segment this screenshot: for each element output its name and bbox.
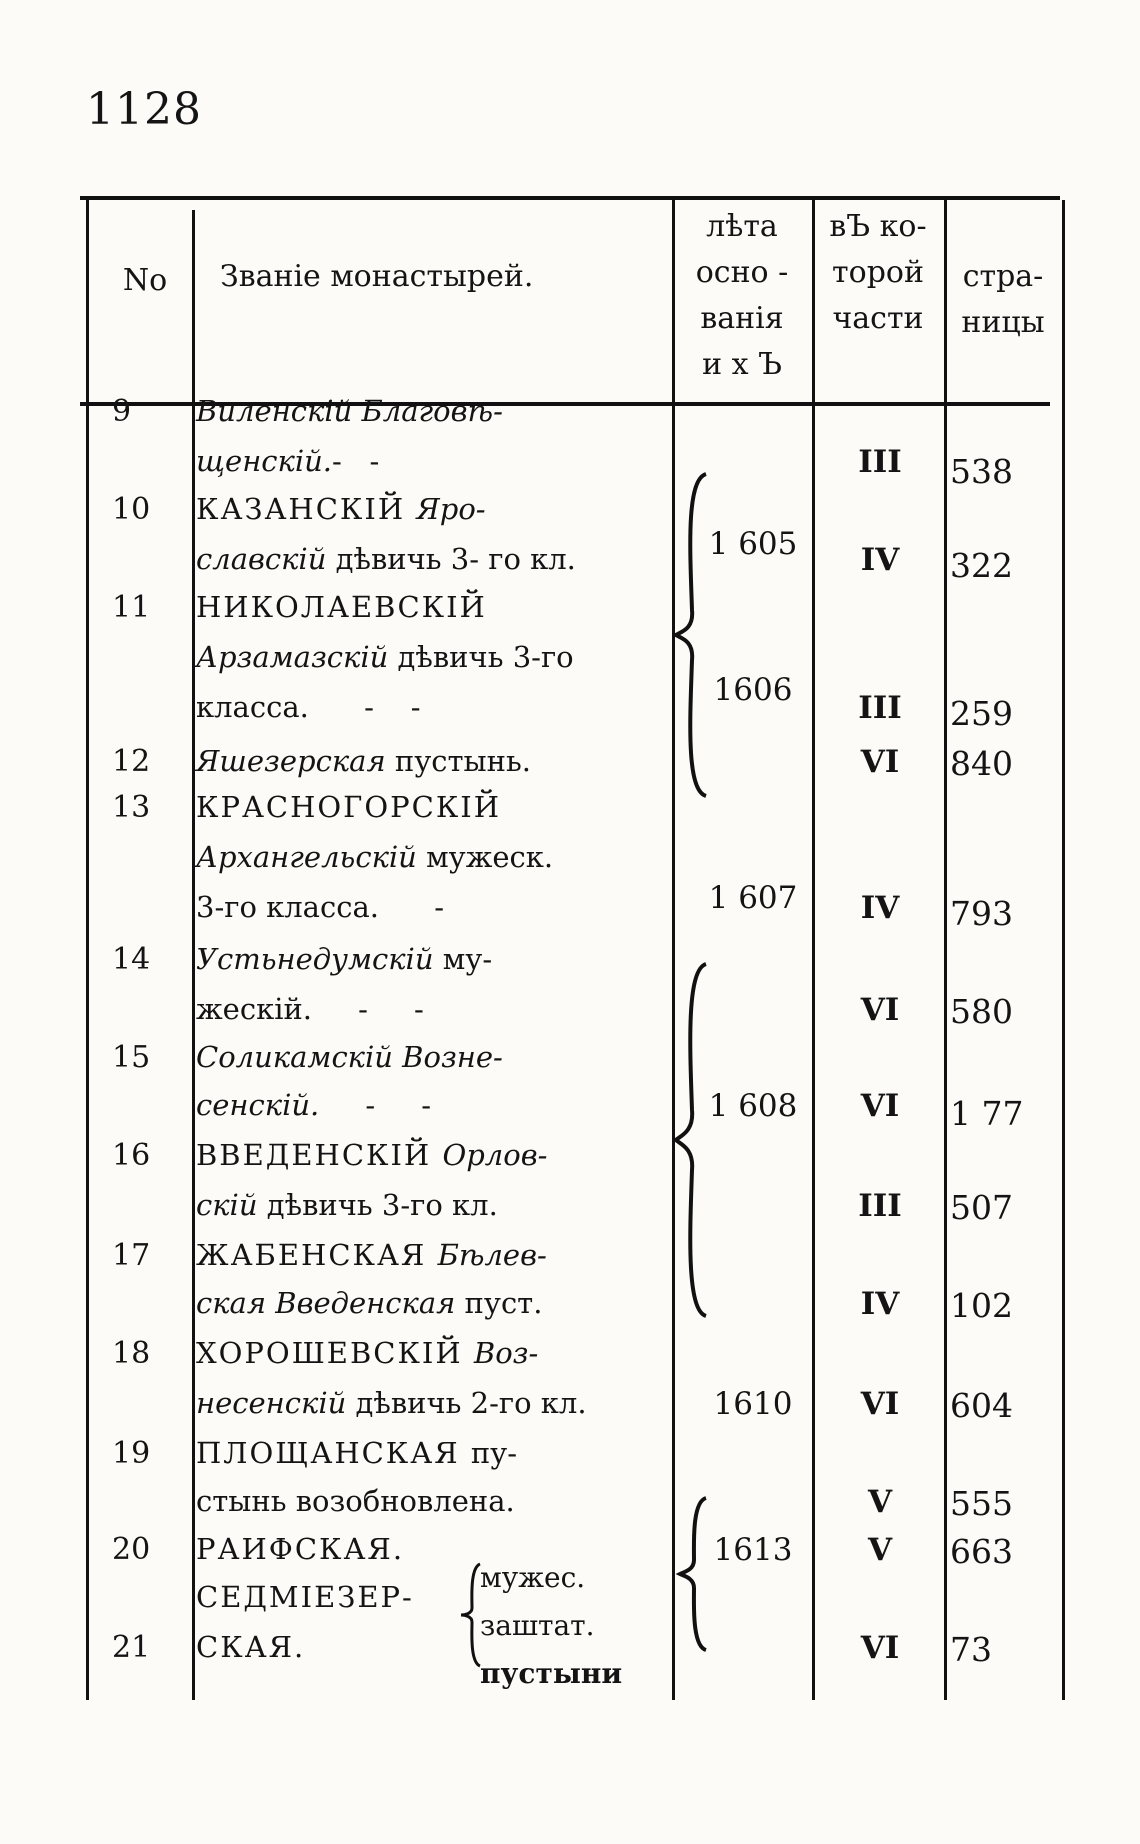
title-segment: жескій. - - — [196, 992, 424, 1026]
volume-part: IV — [860, 542, 900, 578]
monastery-title-line — [196, 942, 656, 976]
monastery-title-line — [196, 1238, 656, 1272]
title-segment: мужеск. — [426, 840, 554, 874]
page-reference: 1 77 — [950, 1094, 1024, 1133]
founding-year: 1 608 — [708, 1088, 798, 1124]
row-number: 19 — [112, 1436, 151, 1471]
title-segment: НИКОЛАЕВСКІЙ — [196, 590, 487, 624]
title-segment: Бѣлев- — [437, 1238, 547, 1272]
monastery-title-line — [196, 640, 656, 674]
header-year-line: лѣта — [706, 209, 778, 244]
title-segment: ПЛОЩАНСКАЯ — [196, 1436, 471, 1470]
title-segment: щенскій. — [196, 444, 333, 478]
founding-year: 1 605 — [708, 526, 798, 562]
brace — [672, 960, 712, 1320]
volume-part: IV — [860, 890, 900, 926]
founding-year: 1613 — [713, 1532, 793, 1568]
title-segment: Арзамазскій — [196, 640, 398, 674]
note-line: пустыни — [480, 1657, 623, 1690]
table-top-rule — [80, 196, 1060, 200]
volume-part: IV — [860, 1286, 900, 1322]
row-number: 17 — [112, 1238, 151, 1273]
monastery-title-line — [196, 1088, 656, 1122]
title-segment: му- — [442, 942, 493, 976]
header-part — [814, 204, 942, 342]
founding-year: 1606 — [713, 672, 793, 708]
monastery-title-line — [196, 590, 656, 624]
row-number: 9 — [112, 394, 132, 429]
column-rule — [1062, 200, 1065, 1700]
title-segment: РАИФСКАЯ. — [196, 1532, 405, 1566]
monastery-title-line — [196, 1436, 656, 1470]
monastery-title-line — [196, 690, 656, 724]
monastery-title-line — [196, 1386, 656, 1420]
volume-part: III — [858, 690, 902, 726]
column-rule — [944, 200, 947, 1700]
column-rule — [192, 210, 195, 1700]
monastery-title-line — [196, 840, 656, 874]
title-segment: несенскій — [196, 1386, 356, 1420]
monastery-title-line — [196, 1188, 656, 1222]
header-year — [674, 204, 810, 388]
row-number: 20 — [112, 1532, 151, 1567]
volume-part: V — [867, 1484, 893, 1520]
founding-year: 1610 — [713, 1386, 793, 1422]
title-segment: ВВЕДЕНСКІЙ — [196, 1138, 443, 1172]
monastery-title-line — [196, 790, 656, 824]
title-segment: Воз- — [473, 1336, 539, 1370]
title-segment: Архангельскій — [196, 840, 427, 874]
page-reference: 507 — [950, 1188, 1013, 1227]
page-reference: 73 — [950, 1630, 992, 1669]
row-number: 11 — [112, 590, 151, 625]
monastery-title-line — [196, 542, 656, 576]
title-segment: дѣвичь 2-го кл. — [355, 1386, 587, 1420]
title-segment: Яшезерская — [196, 744, 395, 778]
title-segment: дѣвичь 3- го кл. — [335, 542, 576, 576]
row-number: 13 — [112, 790, 151, 825]
title-segment: пу- — [470, 1436, 518, 1470]
column-rule — [672, 200, 675, 1700]
page-reference: 663 — [950, 1532, 1013, 1571]
title-segment: - - — [332, 444, 380, 478]
row-number: 14 — [112, 942, 151, 977]
volume-part: VI — [860, 1088, 900, 1124]
column-rule — [812, 200, 815, 1700]
volume-part: VI — [860, 992, 900, 1028]
column-rule — [86, 200, 89, 1700]
title-segment: Устьнедумскій — [196, 942, 443, 976]
header-part-line: вЪ ко- — [829, 209, 927, 244]
volume-part: VI — [860, 1386, 900, 1422]
page-reference: 538 — [950, 452, 1013, 491]
volume-part: V — [867, 1532, 893, 1568]
monastery-title-line — [196, 1336, 656, 1370]
monastery-title-line — [196, 992, 656, 1026]
page-reference: 793 — [950, 894, 1013, 933]
header-page-line: ницы — [961, 305, 1045, 340]
row-number: 12 — [112, 744, 151, 779]
brace — [458, 1560, 484, 1670]
row-number: 10 — [112, 492, 151, 527]
title-segment: скій — [196, 1188, 267, 1222]
title-segment: Виленскій Благовѣ- — [196, 394, 503, 428]
founding-year: 1 607 — [708, 880, 798, 916]
page-reference: 604 — [950, 1386, 1013, 1425]
title-segment: КРАСНОГОРСКІЙ — [196, 790, 502, 824]
row-number: 15 — [112, 1040, 151, 1075]
title-segment: Яро- — [416, 492, 486, 526]
note-line: заштат. — [480, 1609, 595, 1642]
page-reference: 259 — [950, 694, 1013, 733]
header-page-line: стра- — [962, 259, 1044, 294]
rows-20-21-note — [480, 1554, 670, 1698]
title-segment: пустынь. — [394, 744, 531, 778]
page-reference: 102 — [950, 1286, 1013, 1325]
header-title: Званіе монастырей. — [220, 259, 534, 294]
title-segment: Орлов- — [442, 1138, 548, 1172]
title-segment: СЕДМІЕЗЕР- — [196, 1580, 414, 1614]
header-no: No — [122, 263, 168, 298]
title-segment: славскій — [196, 542, 336, 576]
title-segment: сенскій. — [196, 1088, 320, 1122]
title-segment: - - — [319, 1088, 432, 1122]
monastery-title-line — [196, 1138, 656, 1172]
volume-part: III — [858, 1188, 902, 1224]
title-segment: дѣвичь 3-го кл. — [266, 1188, 498, 1222]
row-number: 18 — [112, 1336, 151, 1371]
monastery-title-line — [196, 492, 656, 526]
header-part-line: торой — [832, 255, 924, 290]
title-segment: 3-го класса. - — [196, 890, 445, 924]
header-year-line: ванія — [700, 301, 784, 336]
volume-part: III — [858, 444, 902, 480]
title-segment: класса. - - — [196, 690, 421, 724]
header-year-line: и х Ъ — [702, 347, 782, 382]
header-year-line: осно - — [695, 255, 789, 290]
title-segment: стынь возобновлена. — [196, 1484, 515, 1518]
page-reference: 840 — [950, 744, 1013, 783]
monastery-title-line — [196, 744, 656, 778]
brace — [676, 1494, 710, 1654]
note-line: мужес. — [480, 1561, 586, 1594]
page-number: 1128 — [86, 84, 202, 135]
title-segment: ЖАБЕНСКАЯ — [196, 1238, 438, 1272]
title-segment: ская Введенская — [196, 1286, 465, 1320]
title-segment: СКАЯ. — [196, 1630, 306, 1664]
monastery-title-line — [196, 1484, 656, 1518]
header-page — [946, 254, 1060, 346]
title-segment: дѣвичь 3-го — [397, 640, 574, 674]
monastery-title-line — [196, 394, 656, 428]
title-segment: пуст. — [464, 1286, 543, 1320]
page-reference: 555 — [950, 1484, 1013, 1523]
monastery-title-line — [196, 1286, 656, 1320]
page-reference: 322 — [950, 546, 1013, 585]
title-segment: Соликамскій Возне- — [196, 1040, 503, 1074]
volume-part: VI — [860, 1630, 900, 1666]
monastery-title-line — [196, 444, 656, 478]
title-segment: КАЗАНСКІЙ — [196, 492, 417, 526]
brace — [672, 470, 712, 800]
monastery-title-line — [196, 1040, 656, 1074]
volume-part: VI — [860, 744, 900, 780]
row-number: 16 — [112, 1138, 151, 1173]
row-number: 21 — [112, 1630, 151, 1665]
monastery-title-line — [196, 890, 656, 924]
page-reference: 580 — [950, 992, 1013, 1031]
title-segment: ХОРОШЕВСКІЙ — [196, 1336, 474, 1370]
header-part-line: части — [832, 301, 924, 336]
